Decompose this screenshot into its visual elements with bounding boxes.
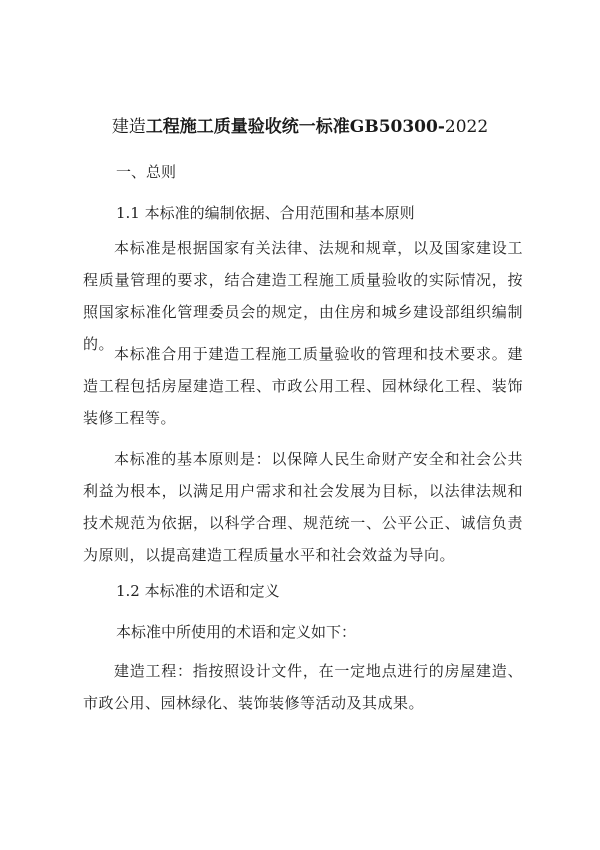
paragraph-basis: 本标准是根据国家有关法律、法规和规章，以及国家建设工程质量管理的要求，结合建造工程施工质量验收的实际情况，按照国家标准化管理委员会的规定，由住房和城乡建设部组织编制的。 [83,239,523,353]
paragraph-terms-intro: 本标准中所使用的术语和定义如下： [116,623,357,641]
paragraph-definition-construction: 建造工程：指按照设计文件，在一定地点进行的房屋建造、市政公用、园林绿化、装饰装修等活动及其成果。 [83,662,523,712]
title-prefix: 建造 [111,117,146,137]
subsection-heading-1-1: 1.1 本标准的编制依据、合用范围和基本原则 [116,204,415,222]
document-title [0,116,600,138]
title-main: 工程施工质量验收统一标准GB50300- [145,117,445,137]
section-heading-general: 一、总则 [116,163,177,181]
paragraph-scope: 本标准合用于建造工程施工质量验收的管理和技术要求。建造工程包括房屋建造工程、市政公用工程、园林绿化工程、装饰装修工程等。 [83,345,523,427]
paragraph-principles: 本标准的基本原则是：以保障人民生命财产安全和社会公共利益为根本，以满足用户需求和社会发展为目标，以法律法规和技术规范为依据，以科学合理、规范统一、公平公正、诚信负责为原则，以提高建造工程质量水平和社会效益为导向。 [83,450,523,564]
title-year: 2022 [444,117,489,137]
subsection-heading-1-2: 1.2 本标准的术语和定义 [116,582,280,600]
